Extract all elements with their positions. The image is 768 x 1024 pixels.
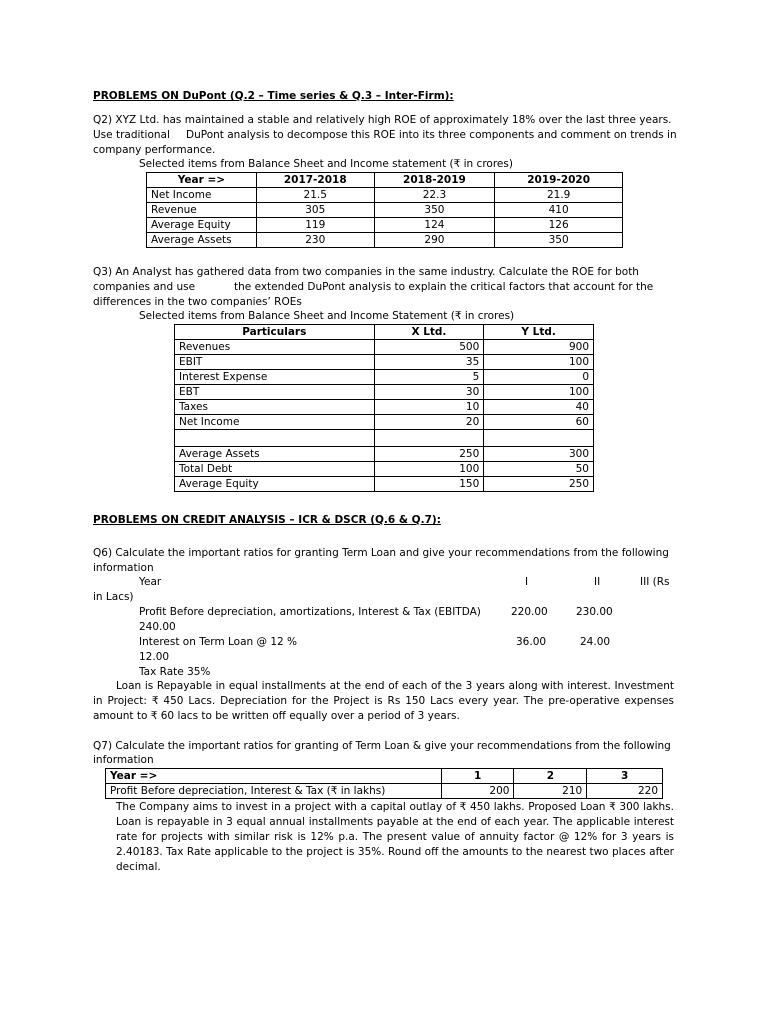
q7-text-line1: Q7) Calculate the important ratios for granting of Term Loan & give your recommendations from the following (93, 740, 671, 752)
q3-header-x: X Ltd. (374, 325, 484, 340)
table-cell: Net Income (175, 415, 375, 430)
table-row (175, 447, 594, 462)
table-cell: 5 (374, 370, 484, 385)
q6-text-line1: Q6) Calculate the important ratios for granting Term Loan and give your recommendations from the following (93, 547, 669, 559)
table-cell: 20 (374, 415, 484, 430)
q2-header-col: 2019-2020 (495, 173, 623, 188)
q3-table-caption: Selected items from Balance Sheet and Income Statement (₹ in crores) (139, 310, 515, 322)
q2-header-col: 2018-2019 (374, 173, 495, 188)
table-row (175, 477, 594, 492)
table-cell: 124 (374, 218, 495, 233)
q7-header-col: 1 (441, 769, 514, 784)
table-cell: Revenue (147, 203, 257, 218)
q2-header-col: 2017-2018 (256, 173, 374, 188)
table-row (175, 415, 594, 430)
q3-text-line2b: the extended DuPont analysis to explain the critical factors that account for the (234, 281, 654, 293)
q2-text-line1: Q2) XYZ Ltd. has maintained a stable and relatively high ROE of approximately 18% over the last three years. (93, 114, 672, 126)
q6-ebitda-3: 240.00 (139, 621, 176, 633)
q6-interest-label: Interest on Term Loan @ 12 % (139, 636, 298, 648)
table-cell: 35 (374, 355, 484, 370)
q2-table-header-row (147, 173, 623, 188)
q6-interest-2: 24.00 (580, 636, 611, 648)
q6-paragraph: Loan is Repayable in equal installments at the end of each of the 3 years along with interest. Investment in Project: ₹ 450 Lacs. Depreciation for the Project is Rs 150 Lacs every year. The pre-operative expenses amount to ₹ 60 lacs to be written off equally over a period of 3 years. (93, 680, 674, 722)
table-cell (484, 430, 594, 447)
table-cell: 250 (484, 477, 594, 492)
q3-header-y: Y Ltd. (484, 325, 594, 340)
q7-header-col: 3 (587, 769, 663, 784)
table-cell: 300 (484, 447, 594, 462)
table-cell: Average Equity (175, 477, 375, 492)
table-cell: Average Assets (147, 233, 257, 248)
table-cell: 290 (374, 233, 495, 248)
table-cell: 100 (374, 462, 484, 477)
table-row (106, 784, 663, 799)
table-cell: 21.5 (256, 188, 374, 203)
q3-header-particulars: Particulars (175, 325, 375, 340)
table-row (147, 218, 623, 233)
table-cell: EBT (175, 385, 375, 400)
table-row-empty (175, 430, 594, 447)
table-row (147, 203, 623, 218)
q7-text-line2: information (93, 754, 154, 766)
q6-ebitda-label: Profit Before depreciation, amortizations, Interest & Tax (EBITDA) (139, 606, 481, 618)
table-row (175, 355, 594, 370)
table-cell: 900 (484, 340, 594, 355)
table-cell: Average Equity (147, 218, 257, 233)
q2-table (146, 172, 623, 248)
table-row (147, 188, 623, 203)
table-cell: 0 (484, 370, 594, 385)
table-cell: 220 (587, 784, 663, 799)
q3-table (174, 324, 594, 492)
table-row (175, 340, 594, 355)
table-cell: 200 (441, 784, 514, 799)
table-cell: 60 (484, 415, 594, 430)
table-cell: 22.3 (374, 188, 495, 203)
table-cell: 21.9 (495, 188, 623, 203)
table-row (175, 385, 594, 400)
table-cell: 350 (374, 203, 495, 218)
table-cell (175, 430, 375, 447)
table-cell: Revenues (175, 340, 375, 355)
table-cell: 500 (374, 340, 484, 355)
q2-text-line3: company performance. (93, 144, 216, 156)
q7-table-header-row (106, 769, 663, 784)
table-cell: Average Assets (175, 447, 375, 462)
table-cell: Total Debt (175, 462, 375, 477)
q3-text-line3: differences in the two companies’ ROEs (93, 296, 302, 308)
q2-text-line2b: DuPont analysis to decompose this ROE into its three components and comment on trends in (186, 129, 677, 141)
table-cell: 10 (374, 400, 484, 415)
table-cell: 100 (484, 355, 594, 370)
q7-header-year: Year => (106, 769, 442, 784)
q7-table (105, 768, 663, 799)
q6-col-2: II (594, 576, 601, 588)
q2-header-year: Year => (147, 173, 257, 188)
q6-tax-rate: Tax Rate 35% (139, 666, 211, 678)
table-cell: 250 (374, 447, 484, 462)
table-cell: 350 (495, 233, 623, 248)
q6-interest-1: 36.00 (516, 636, 547, 648)
q2-table-caption: Selected items from Balance Sheet and Income statement (₹ in crores) (139, 158, 513, 170)
table-cell: 410 (495, 203, 623, 218)
table-cell: 30 (374, 385, 484, 400)
table-cell: 119 (256, 218, 374, 233)
table-row (147, 233, 623, 248)
table-cell: 150 (374, 477, 484, 492)
table-row (175, 370, 594, 385)
table-cell: 100 (484, 385, 594, 400)
q3-text-line1: Q3) An Analyst has gathered data from two companies in the same industry. Calculate the ROE for both (93, 266, 639, 278)
table-cell: Taxes (175, 400, 375, 415)
table-cell: 126 (495, 218, 623, 233)
table-cell: 210 (514, 784, 587, 799)
table-cell: Profit Before depreciation, Interest & Tax (₹ in lakhs) (106, 784, 442, 799)
table-cell: 305 (256, 203, 374, 218)
table-cell (374, 430, 484, 447)
table-cell: 50 (484, 462, 594, 477)
q6-col-1: I (525, 576, 529, 588)
q7-header-col: 2 (514, 769, 587, 784)
q6-text-line2: information (93, 562, 154, 574)
table-cell: Net Income (147, 188, 257, 203)
table-cell: EBIT (175, 355, 375, 370)
table-cell: 230 (256, 233, 374, 248)
q6-year-label: Year (139, 576, 162, 588)
q6-ebitda-2: 230.00 (576, 606, 613, 618)
dupont-heading: PROBLEMS ON DuPont (Q.2 – Time series & Q.3 – Inter-Firm): (93, 90, 454, 102)
q3-table-header-row (175, 325, 594, 340)
table-cell: 40 (484, 400, 594, 415)
credit-analysis-heading: PROBLEMS ON CREDIT ANALYSIS – ICR & DSCR (Q.6 & Q.7): (93, 514, 441, 526)
q6-col-3: III (Rs (640, 576, 670, 588)
table-row (175, 462, 594, 477)
q6-interest-3: 12.00 (139, 651, 170, 663)
table-row (175, 400, 594, 415)
q3-text-line2a: companies and use (93, 281, 196, 293)
q6-ebitda-1: 220.00 (511, 606, 548, 618)
table-cell: Interest Expense (175, 370, 375, 385)
q7-paragraph: The Company aims to invest in a project with a capital outlay of ₹ 450 lakhs. Proposed Loan ₹ 300 lakhs. Loan is repayable in 3 equal annual installments payable at the end of each year. The applicable interest rate for projects with similar risk is 12% p.a. The present value of annuity factor @ 12% for 3 years is 2.40183. Tax Rate applicable to the project is 35%. Round off the amounts to the nearest two places after decimal. (116, 801, 674, 873)
q2-text-line2a: Use traditional (93, 129, 170, 141)
q6-unit: in Lacs) (93, 591, 134, 603)
